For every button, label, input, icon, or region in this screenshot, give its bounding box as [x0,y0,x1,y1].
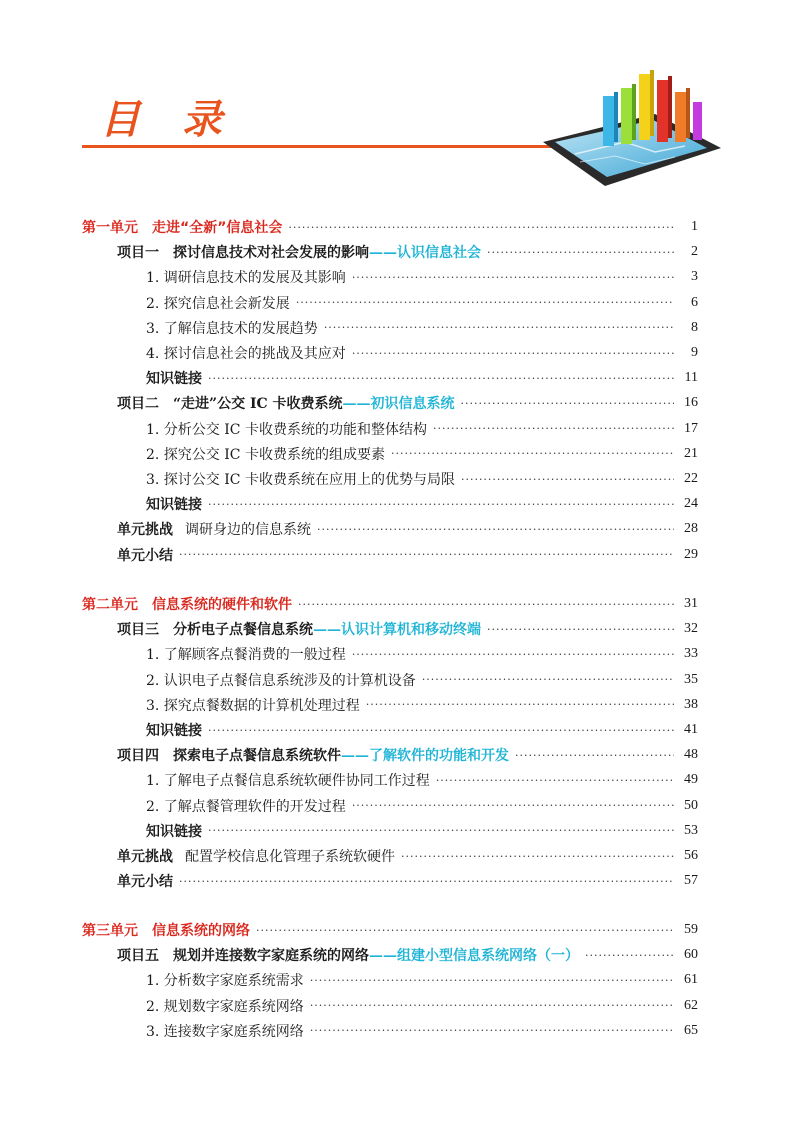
unit-heading [82,217,282,237]
toc-unit-row[interactable] [82,918,698,942]
page-number: 59 [684,922,698,937]
page-number: 22 [684,471,698,486]
project-subtitle: ——了解软件的功能和开发 [341,748,509,765]
page-number: 11 [684,370,698,386]
dot-leader [208,498,674,511]
dot-leader [296,296,674,309]
toc-task-row[interactable] [146,1019,698,1043]
task-title: 4. 探讨信息社会的挑战及其应对 [146,346,346,362]
toc-task-row[interactable] [146,794,698,818]
toc-task-row[interactable] [146,316,698,340]
project-name: 探讨信息技术对社会发展的影响 [173,245,369,262]
toc-task-row[interactable] [146,341,698,365]
toc-task-row[interactable] [146,417,698,441]
task-title: 1. 了解顾客点餐消费的一般过程 [146,647,346,664]
project-number: 项目四 [117,748,159,765]
toc-project-row[interactable] [117,943,698,967]
page-number: 38 [684,696,698,712]
toc-task-row[interactable] [146,968,698,992]
page-number: 24 [684,496,698,512]
project-name: 分析电子点餐信息系统 [173,622,313,639]
dot-leader [352,799,674,812]
project-heading [117,945,579,965]
dot-leader [352,347,674,360]
unit-title: 走进“全新”信息社会 [152,220,283,236]
page-number: 56 [684,848,698,863]
unit-heading [82,920,250,940]
challenge-title: 配置学校信息化管理子系统软硬件 [185,849,395,865]
challenge-label: 单元挑战 [117,849,173,865]
dot-leader [487,246,674,259]
unit-label: 第二单元 [82,597,138,613]
dot-leader [461,473,674,486]
toc-project-row[interactable] [117,391,698,415]
dot-leader [256,924,674,937]
task-title: 1. 分析数字家庭系统需求 [146,973,304,990]
page-number: 28 [684,521,698,537]
project-subtitle: ——初识信息系统 [342,396,455,413]
unit-title: 信息系统的硬件和软件 [152,597,292,613]
task-title: 2. 认识电子点餐信息系统涉及的计算机设备 [146,672,416,689]
toc-task-row[interactable] [146,668,698,692]
toc-task-row[interactable] [146,467,698,491]
project-subtitle: ——认识信息社会 [369,245,481,262]
knowledge-link-label: 知识链接 [146,823,202,840]
project-number: 项目一 [117,245,159,262]
task-title: 2. 了解点餐管理软件的开发过程 [146,798,346,815]
task-title: 2. 探究公交 IC 卡收费系统的组成要素 [146,446,385,463]
task-title: 3. 探究点餐数据的计算机处理过程 [146,697,360,714]
dot-leader [310,1024,674,1037]
dot-leader [179,548,674,561]
page-title: 目 录 [100,97,236,143]
dot-leader [179,875,674,888]
task-title: 1. 调研信息技术的发展及其影响 [146,270,346,287]
project-heading [117,745,509,765]
toc-task-row[interactable] [146,768,698,792]
dot-leader [436,774,674,787]
project-number: 项目二 [117,396,159,413]
task-title: 1. 分析公交 IC 卡收费系统的功能和整体结构 [146,421,427,438]
project-name: 规划并连接数字家庭系统的网络 [173,948,369,965]
page-number: 35 [684,671,698,687]
knowledge-link-label: 知识链接 [146,371,202,388]
dot-leader [208,724,674,737]
challenge-heading [117,519,311,539]
project-heading [117,393,455,413]
toc-task-row[interactable] [146,693,698,717]
toc-challenge-row[interactable] [117,517,698,541]
knowledge-link-label: 知识链接 [146,723,202,739]
project-subtitle: ——组建小型信息系统网络（一） [369,948,579,965]
knowledge-link-label: 知识链接 [146,497,202,514]
dot-leader [366,698,674,711]
toc-task-row[interactable] [146,291,698,315]
summary-label: 单元小结 [117,874,173,891]
unit-label: 第一单元 [82,220,138,236]
page-number: 29 [684,546,698,562]
toc-summary-row[interactable] [117,543,698,567]
project-name: “走进”公交 IC 卡收费系统 [173,396,343,413]
page-number: 65 [684,1022,698,1038]
dot-leader [585,949,674,962]
project-number: 项目五 [117,948,159,965]
dot-leader [310,974,674,987]
project-subtitle: ——认识计算机和移动终端 [313,622,481,639]
toc-unit-row[interactable] [82,592,698,616]
toc-knowledge-link-row[interactable] [146,366,698,390]
task-title: 3. 连接数字家庭系统网络 [146,1023,304,1040]
page-number: 32 [684,621,698,637]
page-number: 49 [684,772,698,788]
page-number: 21 [684,445,698,461]
page-number: 61 [684,972,698,988]
task-title: 3. 探讨公交 IC 卡收费系统在应用上的优势与局限 [146,472,455,488]
dot-leader [461,397,674,410]
challenge-label: 单元挑战 [117,522,173,539]
dot-leader [208,824,674,837]
task-title: 3. 了解信息技术的发展趋势 [146,320,318,337]
page-number: 57 [684,873,698,889]
dot-leader [422,673,674,686]
summary-label: 单元小结 [117,547,173,564]
dot-leader [352,271,674,284]
dot-leader [515,749,674,762]
page-number: 62 [684,997,698,1013]
page-number: 16 [684,395,698,411]
page-number: 50 [684,797,698,813]
project-number: 项目三 [117,622,159,639]
page-number: 53 [684,822,698,838]
dot-leader [310,999,674,1012]
challenge-heading [117,846,395,866]
page-number: 3 [691,269,698,285]
toc-challenge-row[interactable] [117,844,698,868]
unit-label: 第三单元 [82,923,138,939]
dot-leader [208,372,674,385]
page-number: 31 [684,596,698,611]
project-name: 探索电子点餐信息系统软件 [173,748,341,765]
challenge-title: 调研身边的信息系统 [185,522,311,539]
toc-project-row[interactable] [117,617,698,641]
page-number: 48 [684,747,698,763]
toc-project-row[interactable] [117,240,698,264]
toc-project-row[interactable] [117,743,698,767]
task-title: 2. 规划数字家庭系统网络 [146,998,304,1015]
dot-leader [487,623,674,636]
dot-leader [288,221,674,234]
task-title: 1. 了解电子点餐信息系统软硬件协同工作过程 [146,773,430,790]
project-heading [117,619,481,639]
toc-summary-row[interactable] [117,869,698,893]
page-number: 33 [684,646,698,662]
toc-task-row[interactable] [146,642,698,666]
dot-leader [401,850,674,863]
page-number: 1 [691,219,698,234]
page-number: 17 [684,420,698,436]
task-title: 2. 探究信息社会新发展 [146,295,290,312]
toc-knowledge-link-row[interactable] [146,492,698,516]
dot-leader [324,321,674,334]
page-number: 2 [691,244,698,260]
toc-task-row[interactable] [146,442,698,466]
toc-task-row[interactable] [146,994,698,1018]
dot-leader [317,523,674,536]
page-number: 8 [691,319,698,335]
page-number: 41 [684,722,698,737]
toc-task-row[interactable] [146,265,698,289]
dot-leader [298,598,674,611]
project-heading [117,242,481,262]
toc-unit-row[interactable] [82,215,698,239]
toc-knowledge-link-row[interactable] [146,819,698,843]
page-number: 60 [684,947,698,963]
dot-leader [352,648,674,661]
page-number: 9 [691,345,698,360]
dot-leader [391,447,674,460]
unit-title: 信息系统的网络 [152,923,250,939]
unit-heading [82,594,292,614]
toc-knowledge-link-row[interactable] [146,718,698,742]
dot-leader [433,422,674,435]
page-number: 6 [691,294,698,310]
